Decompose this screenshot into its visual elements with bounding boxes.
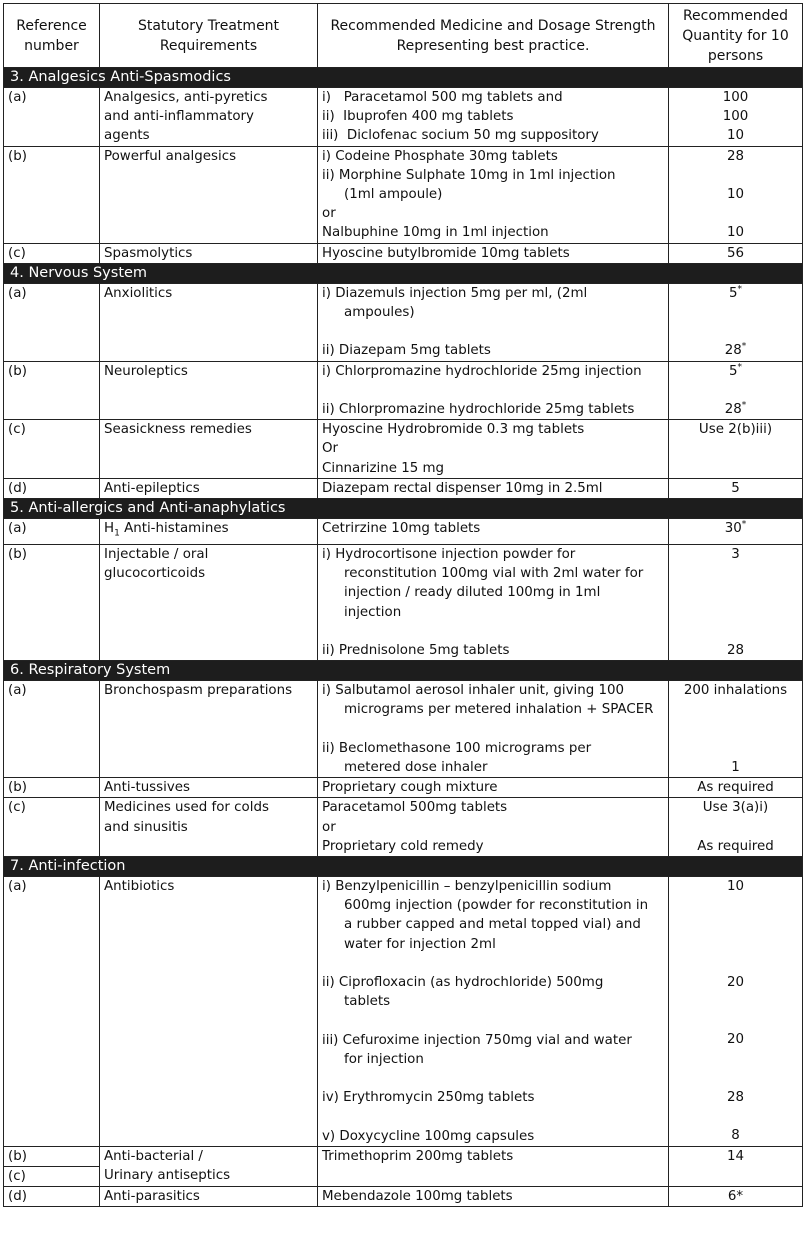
ref-cell: (d)	[4, 1187, 100, 1207]
section-header-5	[4, 499, 803, 519]
medicine-line: ii) Ibuprofen 400 mg tablets	[322, 109, 514, 125]
medicine-line: iii) Cefuroxime injection 750mg vial and water	[322, 1032, 632, 1048]
footnote-star: *	[741, 341, 747, 352]
section-header-7	[4, 856, 803, 876]
quantity-cell: 14	[669, 1146, 803, 1186]
section-header-6	[4, 661, 803, 681]
requirement-cell	[100, 544, 318, 660]
table-row	[4, 1146, 803, 1166]
ref-cell: (c)	[4, 420, 100, 479]
medicine-line: metered dose inhaler	[344, 759, 488, 775]
medicine-cell	[318, 88, 669, 147]
medicine-line: iii) Diclofenac socium 50 mg suppository	[322, 128, 599, 144]
quantity-cell	[669, 283, 803, 361]
medicine-cell	[318, 544, 669, 660]
requirement-cell: Seasickness remedies	[100, 420, 318, 479]
quantity-cell	[669, 876, 803, 1146]
header-quantity: Recommended Quantity for 10 persons	[669, 4, 803, 68]
requirement-cell: Antibiotics	[100, 876, 318, 1146]
requirement-cell: $H_1$ Anti-histamines	[100, 519, 318, 545]
ref-cell: (a)	[4, 88, 100, 147]
requirement-line: Medicines used for colds	[104, 800, 269, 816]
requirement-cell: Anxiolitics	[100, 283, 318, 361]
quantity-cell	[669, 361, 803, 420]
medicine-cell: Trimethoprim 200mg tablets	[318, 1146, 669, 1186]
medicine-line: Nalbuphine 10mg in 1ml injection	[322, 225, 549, 241]
table-row	[4, 420, 803, 479]
table-row	[4, 798, 803, 857]
requirement-cell: Anti-tussives	[100, 778, 318, 798]
quantity-value: 28	[724, 343, 742, 359]
table-row	[4, 778, 803, 798]
medicine-line: water for injection 2ml	[344, 936, 496, 952]
medicine-line: iv) Erythromycin 250mg tablets	[322, 1090, 535, 1106]
ref-cell: (a)	[4, 283, 100, 361]
requirement-line: Anti-bacterial /	[104, 1148, 203, 1164]
table-row	[4, 519, 803, 545]
header-requirements: Statutory Treatment Requirements	[100, 4, 318, 68]
quantity-value: 10	[726, 878, 745, 894]
quantity-cell	[669, 681, 803, 778]
medicine-line: ii) Diazepam 5mg tablets	[322, 343, 491, 359]
requirement-cell: Bronchospasm preparations	[100, 681, 318, 778]
quantity-value: 20	[726, 974, 745, 990]
section-header-3	[4, 68, 803, 88]
ref-cell: (c)	[4, 798, 100, 857]
ref-cell: (a)	[4, 876, 100, 1146]
quantity-value: 200 inhalations	[683, 683, 788, 699]
medicine-cell	[318, 283, 669, 361]
medicine-line: i) Chlorpromazine hydrochloride 25mg injection	[322, 363, 642, 379]
requirement-cell	[100, 798, 318, 857]
medicine-line: i) Hydrocortisone injection powder for	[322, 546, 576, 562]
medicine-line: or	[322, 206, 336, 222]
medicine-line: ii) Prednisolone 5mg tablets	[322, 642, 510, 658]
requirement-cell: Powerful analgesics	[100, 146, 318, 243]
requirement-line: agents	[104, 128, 150, 144]
ref-cell: (a)	[4, 519, 100, 545]
medicine-line: ii) Beclomethasone 100 micrograms per	[322, 740, 592, 756]
medicine-cell	[318, 146, 669, 243]
ref-cell: (c)	[4, 243, 100, 263]
footnote-star: *	[737, 362, 743, 373]
medicine-line: i) Salbutamol aerosol inhaler unit, giving 100	[322, 683, 625, 699]
quantity-value: 28	[726, 642, 745, 658]
medicine-line: Cinnarizine 15 mg	[322, 460, 445, 476]
section-title: 5. Anti-allergics and Anti-anaphylatics	[4, 499, 803, 519]
medicine-line: micrograms per metered inhalation + SPACER	[344, 702, 654, 718]
ref-cell: (a)	[4, 681, 100, 778]
medicine-line: ii) Morphine Sulphate 10mg in 1ml injection	[322, 167, 616, 183]
medicine-line: i) Diazemuls injection 5mg per ml, (2ml	[322, 285, 588, 301]
table-row	[4, 1187, 803, 1207]
requirement-line: and sinusitis	[104, 819, 188, 835]
requirement-cell	[100, 1146, 318, 1186]
medicine-line: 600mg injection (powder for reconstitution in	[344, 898, 649, 914]
medicine-cell: Mebendazole 100mg tablets	[318, 1187, 669, 1207]
medicine-line: Hyoscine Hydrobromide 0.3 mg tablets	[322, 422, 585, 438]
requirement-line: and anti-inflammatory	[104, 109, 254, 125]
medicine-line: Proprietary cold remedy	[322, 838, 484, 854]
medicine-cell: Diazepam rectal dispenser 10mg in 2.5ml	[318, 478, 669, 498]
quantity-value: 28	[726, 1090, 745, 1106]
section-title: 4. Nervous System	[4, 263, 803, 283]
medicine-cell	[318, 798, 669, 857]
section-header-4	[4, 263, 803, 283]
quantity-value: 5	[728, 363, 738, 379]
quantity-value: Use 3(a)i)	[702, 800, 769, 816]
table-row	[4, 146, 803, 243]
requirement-line: glucocorticoids	[104, 566, 206, 582]
section-title: 6. Respiratory System	[4, 661, 803, 681]
medicine-table	[3, 3, 803, 1207]
quantity-cell: 56	[669, 243, 803, 263]
quantity-value: 1	[731, 759, 740, 775]
footnote-star: *	[741, 400, 747, 411]
medicine-cell	[318, 876, 669, 1146]
table-row	[4, 361, 803, 420]
medicine-line: injection	[344, 604, 402, 620]
table-row	[4, 88, 803, 147]
quantity-value: 28	[724, 402, 742, 418]
medicine-line: i) Benzylpenicillin – benzylpenicillin sodium	[322, 878, 612, 894]
quantity-value: 30	[724, 521, 742, 537]
ref-cell: (b)	[4, 544, 100, 660]
quantity-cell	[669, 519, 803, 545]
footnote-star: *	[737, 284, 743, 295]
table-row	[4, 681, 803, 778]
quantity-cell	[669, 88, 803, 147]
ref-cell: (b)	[4, 146, 100, 243]
requirement-line: Analgesics, anti-pyretics	[104, 90, 268, 105]
ref-cell: (b)	[4, 1146, 100, 1166]
footnote-star: *	[741, 519, 747, 530]
medicine-line: or	[322, 819, 336, 835]
requirement-cell: Anti-epileptics	[100, 478, 318, 498]
requirement-line: Urinary antiseptics	[104, 1167, 231, 1183]
medicine-cell	[318, 361, 669, 420]
quantity-cell: 6*	[669, 1187, 803, 1207]
medicine-cell	[318, 420, 669, 479]
medicine-line: ii) Ciprofloxacin (as hydrochloride) 500mg	[322, 974, 604, 990]
requirement-cell: Anti-parasitics	[100, 1187, 318, 1207]
table-row	[4, 544, 803, 660]
quantity-cell: 5	[669, 478, 803, 498]
medicine-cell: Hyoscine butylbromide 10mg tablets	[318, 243, 669, 263]
medicine-line: (1ml ampoule)	[344, 187, 443, 203]
ref-cell: (c)	[4, 1166, 100, 1186]
quantity-cell	[669, 146, 803, 243]
quantity-value: 100	[722, 90, 749, 105]
quantity-value: 10	[726, 128, 745, 144]
quantity-value: 100	[722, 109, 749, 125]
medicine-line: tablets	[344, 994, 391, 1010]
medicine-line: ampoules)	[344, 305, 415, 321]
quantity-value: 20	[726, 1032, 745, 1048]
quantity-value: 10	[726, 225, 745, 241]
quantity-value: 3	[731, 546, 740, 562]
ref-cell: (b)	[4, 361, 100, 420]
medicine-cell	[318, 681, 669, 778]
quantity-cell	[669, 544, 803, 660]
quantity-cell: As required	[669, 778, 803, 798]
medicine-line: i) Codeine Phosphate 30mg tablets	[322, 148, 558, 164]
quantity-value: As required	[697, 838, 774, 854]
ref-cell: (d)	[4, 478, 100, 498]
medicine-cell: Cetrirzine 10mg tablets	[318, 519, 669, 545]
medicine-line: Paracetamol 500mg tablets	[322, 800, 508, 816]
medicine-line: v) Doxycycline 100mg capsules	[322, 1128, 535, 1144]
table-row	[4, 283, 803, 361]
medicine-line: for injection	[344, 1051, 424, 1067]
medicine-line: Or	[322, 441, 339, 457]
table-row	[4, 478, 803, 498]
quantity-cell	[669, 798, 803, 857]
medicine-cell: Proprietary cough mixture	[318, 778, 669, 798]
header-medicine: Recommended Medicine and Dosage Strength Representing best practice.	[318, 4, 669, 68]
requirement-cell: Neuroleptics	[100, 361, 318, 420]
quantity-value: 10	[726, 187, 745, 202]
medicine-line: injection / ready diluted 100mg in 1ml	[344, 585, 601, 601]
medicine-line: i) Paracetamol 500 mg tablets and	[322, 90, 563, 105]
header-row	[4, 4, 803, 68]
quantity-cell: Use 2(b)iii)	[669, 420, 803, 479]
requirement-cell	[100, 88, 318, 147]
quantity-value: 8	[731, 1128, 740, 1144]
requirement-cell: Spasmolytics	[100, 243, 318, 263]
quantity-value: 28	[726, 148, 745, 164]
quantity-value: 5	[728, 285, 738, 301]
section-title: 3. Analgesics Anti-Spasmodics	[4, 68, 803, 88]
section-title: 7. Anti-infection	[4, 856, 803, 876]
ref-cell: (b)	[4, 778, 100, 798]
medicine-line: reconstitution 100mg vial with 2ml water for	[344, 566, 644, 582]
requirement-line: Injectable / oral	[104, 546, 209, 562]
table-row	[4, 243, 803, 263]
table-row	[4, 876, 803, 1146]
header-ref: Reference number	[4, 4, 100, 68]
medicine-line: a rubber capped and metal topped vial) and	[344, 917, 641, 933]
medicine-line: ii) Chlorpromazine hydrochloride 25mg tablets	[322, 402, 635, 418]
